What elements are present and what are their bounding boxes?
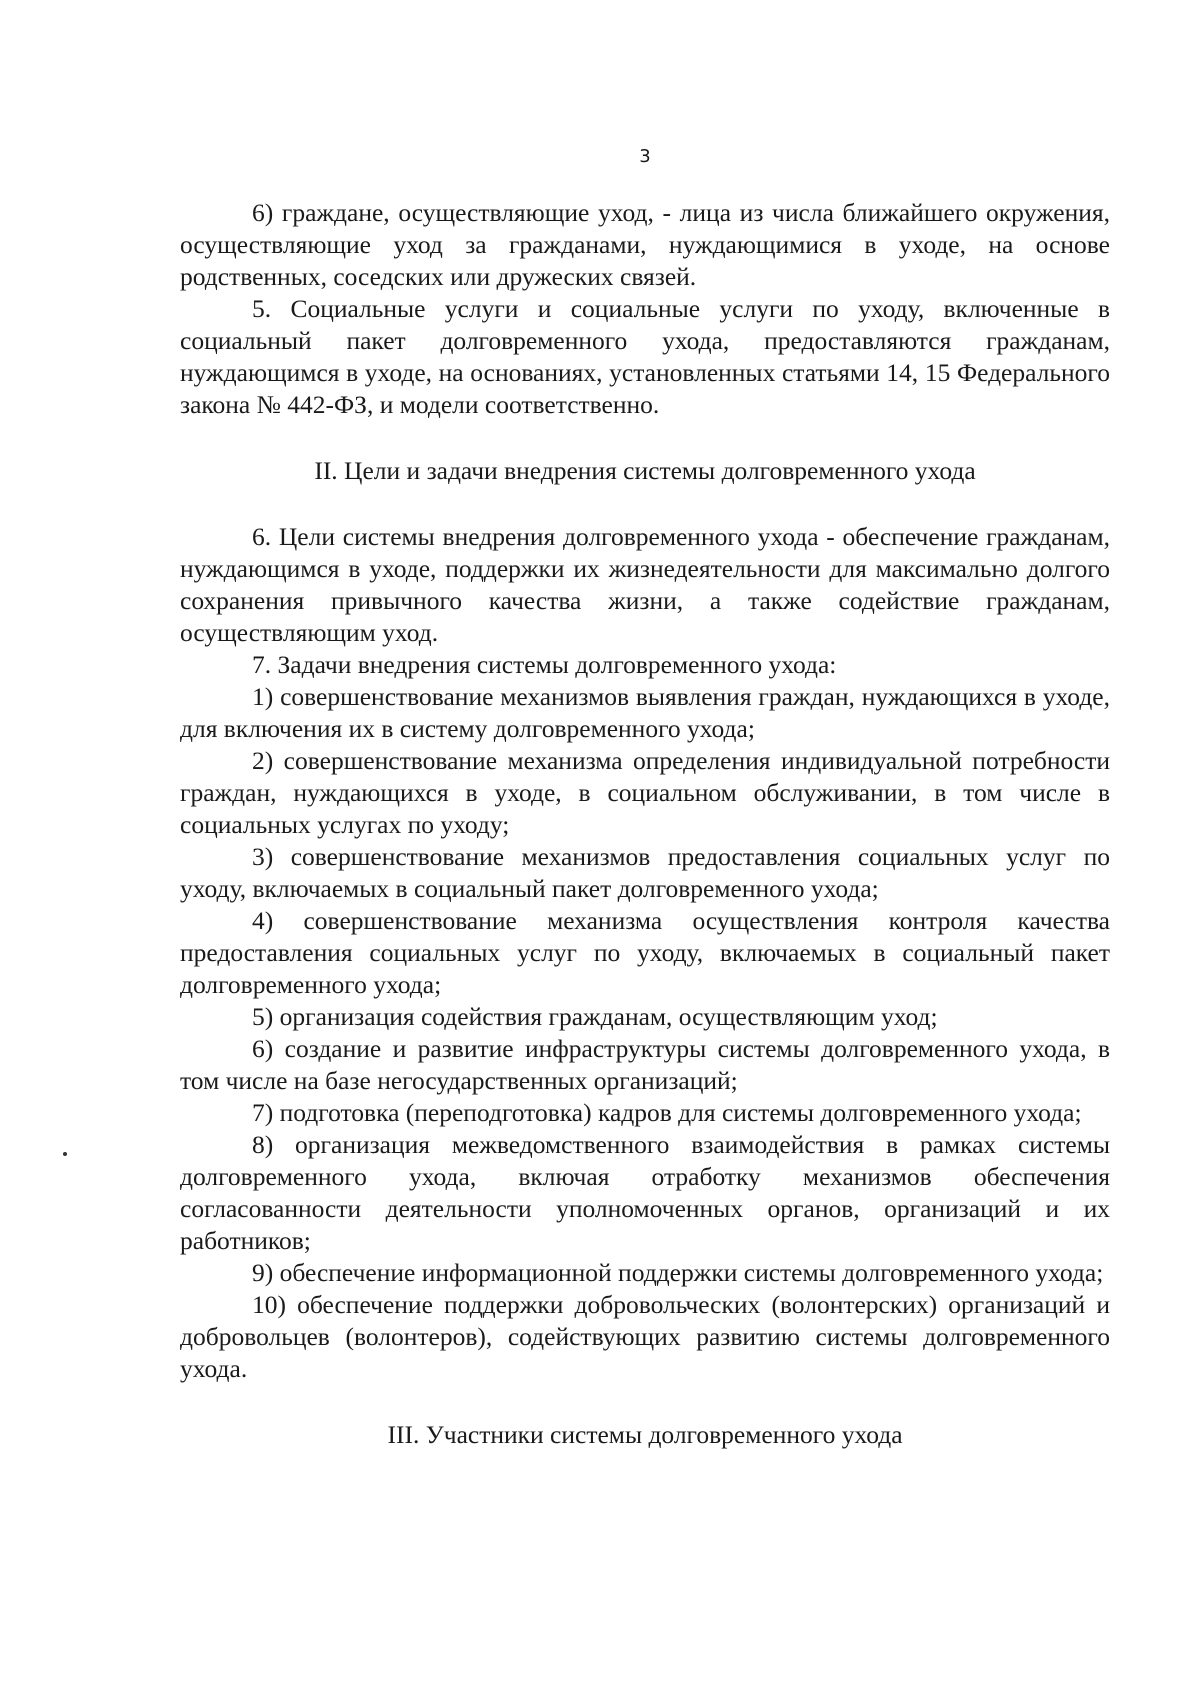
section-heading-3: III. Участники системы долговременного ухода <box>387 1420 903 1449</box>
document-page <box>180 0 1110 1697</box>
list-item: 1) совершенствование механизмов выявления граждан, нуждающихся в уходе, для включения их в систему долговременного ухода; <box>180 682 1110 743</box>
list-item: 3) совершенствование механизмов предоставления социальных услуг по уходу, включаемых в социальный пакет долговременного ухода; <box>180 842 1110 903</box>
document-body <box>180 197 1110 1451</box>
list-item: 9) обеспечение информационной поддержки системы долговременного ухода; <box>252 1258 1104 1287</box>
page-number: 3 <box>639 146 651 167</box>
list-item: 4) совершенствование механизма осуществления контроля качества предоставления социальных услуг по уходу, включаемых в социальный пакет долговременного ухода; <box>180 906 1110 999</box>
list-item: 8) организация межведомственного взаимодействия в рамках системы долговременного ухода, включая отработку механизмов обеспечения согласованности деятельности уполномоченных органов, организаций и их работников; <box>180 1130 1110 1255</box>
list-item: 5) организация содействия гражданам, осуществляющим уход; <box>252 1002 938 1031</box>
section-heading-2: II. Цели и задачи внедрения системы долговременного ухода <box>314 456 976 485</box>
paragraph: 5. Социальные услуги и социальные услуги по уходу, включенные в социальный пакет долговременного ухода, предоставляются гражданам, нуждающимся в уходе, на основаниях, установленных статьями 14, 15 Федерального закона № 442-ФЗ, и модели соответственно. <box>180 294 1110 419</box>
paragraph: 6. Цели системы внедрения долговременного ухода - обеспечение гражданам, нуждающимся в уходе, поддержки их жизнедеятельности для максимально долгого сохранения привычного качества жизни, а также содействие гражданам, осуществляющим уход. <box>180 522 1110 647</box>
scan-speck <box>63 1152 67 1156</box>
list-item: 7) подготовка (переподготовка) кадров для системы долговременного ухода; <box>252 1098 1082 1127</box>
list-item: 10) обеспечение поддержки добровольческих (волонтерских) организаций и добровольцев (волонтеров), содействующих развитию системы долговременного ухода. <box>180 1290 1110 1383</box>
paragraph: 6) граждане, осуществляющие уход, - лица из числа ближайшего окружения, осуществляющие уход за гражданами, нуждающимися в уходе, на основе родственных, соседских или дружеских связей. <box>180 198 1110 291</box>
paragraph: 7. Задачи внедрения системы долговременного ухода: <box>252 650 837 679</box>
list-item: 6) создание и развитие инфраструктуры системы долговременного ухода, в том числе на базе негосударственных организаций; <box>180 1034 1110 1095</box>
list-item: 2) совершенствование механизма определения индивидуальной потребности граждан, нуждающихся в уходе, в социальном обслуживании, в том числе в социальных услугах по уходу; <box>180 746 1110 839</box>
